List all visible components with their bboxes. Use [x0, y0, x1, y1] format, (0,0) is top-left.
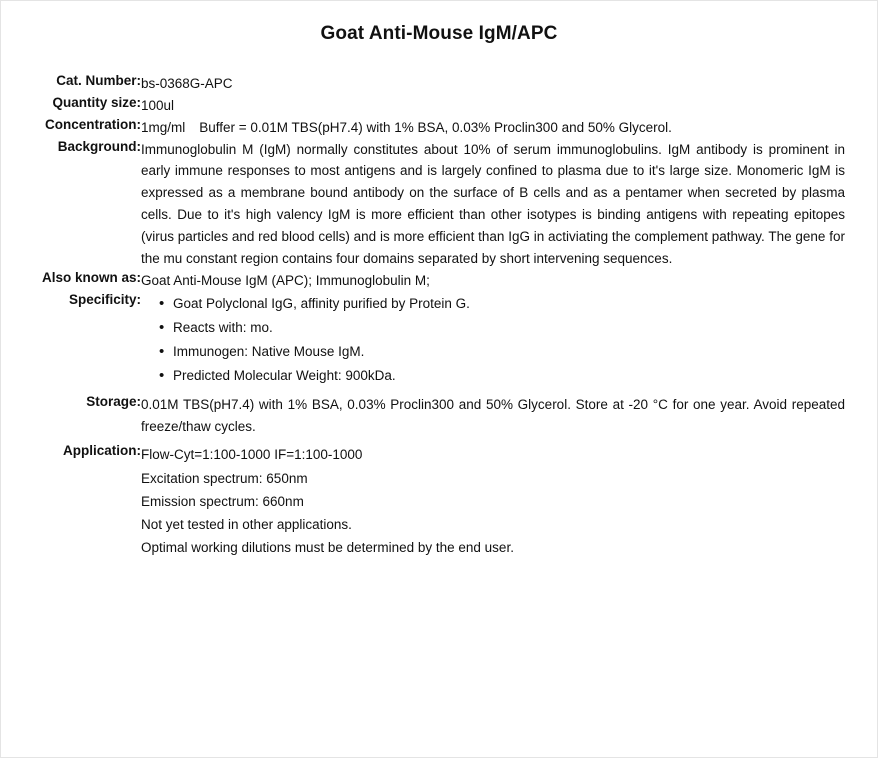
table-row-also-known-as: [1, 270, 877, 292]
table-row-storage: [1, 394, 877, 438]
specificity-list: [141, 292, 877, 388]
table-row-quantity-size: [1, 95, 877, 117]
concentration-buffer: Buffer = 0.01M TBS(pH7.4) with 1% BSA, 0.03% Proclin300 and 50% Glycerol.: [199, 119, 672, 135]
application-line: Not yet tested in other applications.: [141, 517, 352, 533]
value-background: Immunoglobulin M (IgM) normally constitutes about 10% of serum immunoglobulins. IgM antibody is prominent in early immune responses to most antigens and is largely confined to plasma due to it's large size. Monomeric IgM is expressed as a membrane bound antibody on the surface of B cells and as a pentamer when secreted by plasma cells. Due to it's high valency IgM is more efficient than other isotypes is binding antigens with repeating epitopes (virus particles and red blood cells) and is more efficient than IgG in activiating the complement pathway. The gene for the mu constant region contains four domains separated by short intervening sequences.: [141, 141, 845, 266]
label-storage: Storage:: [86, 393, 141, 409]
value-storage: 0.01M TBS(pH7.4) with 1% BSA, 0.03% Proclin300 and 50% Glycerol. Store at -20 °C for one year. Avoid repeated freeze/thaw cycles.: [141, 396, 845, 434]
list-item: • Goat Polyclonal IgG, affinity purified by Protein G.: [159, 292, 877, 316]
list-item: • Immunogen: Native Mouse IgM.: [159, 340, 877, 364]
table-row-specificity: [1, 292, 877, 388]
application-line: Flow-Cyt=1:100-1000 IF=1:100-1000: [141, 447, 363, 463]
application-line: Optimal working dilutions must be determined by the end user.: [141, 540, 514, 556]
label-background: Background:: [57, 138, 141, 154]
table-row-concentration: [1, 117, 877, 139]
table-row-cat-number: [1, 73, 877, 95]
application-lines: [141, 443, 877, 559]
label-cat-number: Cat. Number:: [56, 73, 141, 88]
specification-table: [1, 73, 877, 559]
bottom-padding: [1, 559, 877, 573]
list-item: • Predicted Molecular Weight: 900kDa.: [159, 364, 877, 388]
page-title: Goat Anti-Mouse IgM/APC: [320, 23, 558, 44]
label-quantity-size: Quantity size:: [52, 94, 141, 110]
list-item: • Reacts with: mo.: [159, 316, 877, 340]
table-row-application: [1, 443, 877, 559]
value-concentration: [141, 117, 877, 139]
label-concentration: Concentration:: [45, 116, 141, 132]
label-specificity: Specificity:: [68, 291, 141, 307]
value-application: [141, 443, 877, 559]
application-line: Excitation spectrum: 650nm: [141, 470, 308, 486]
label-also-known-as: Also known as:: [41, 269, 141, 285]
table-row-background: [1, 139, 877, 270]
label-application: Application:: [63, 443, 141, 459]
application-line: Emission spectrum: 660nm: [141, 493, 304, 509]
value-also-known-as: Goat Anti-Mouse IgM (APC); Immunoglobulin M;: [141, 272, 430, 288]
value-cat-number: bs-0368G-APC: [141, 76, 233, 91]
concentration-amount: 1mg/ml: [141, 119, 186, 135]
value-specificity: [141, 292, 877, 388]
value-quantity-size: 100ul: [141, 97, 175, 113]
